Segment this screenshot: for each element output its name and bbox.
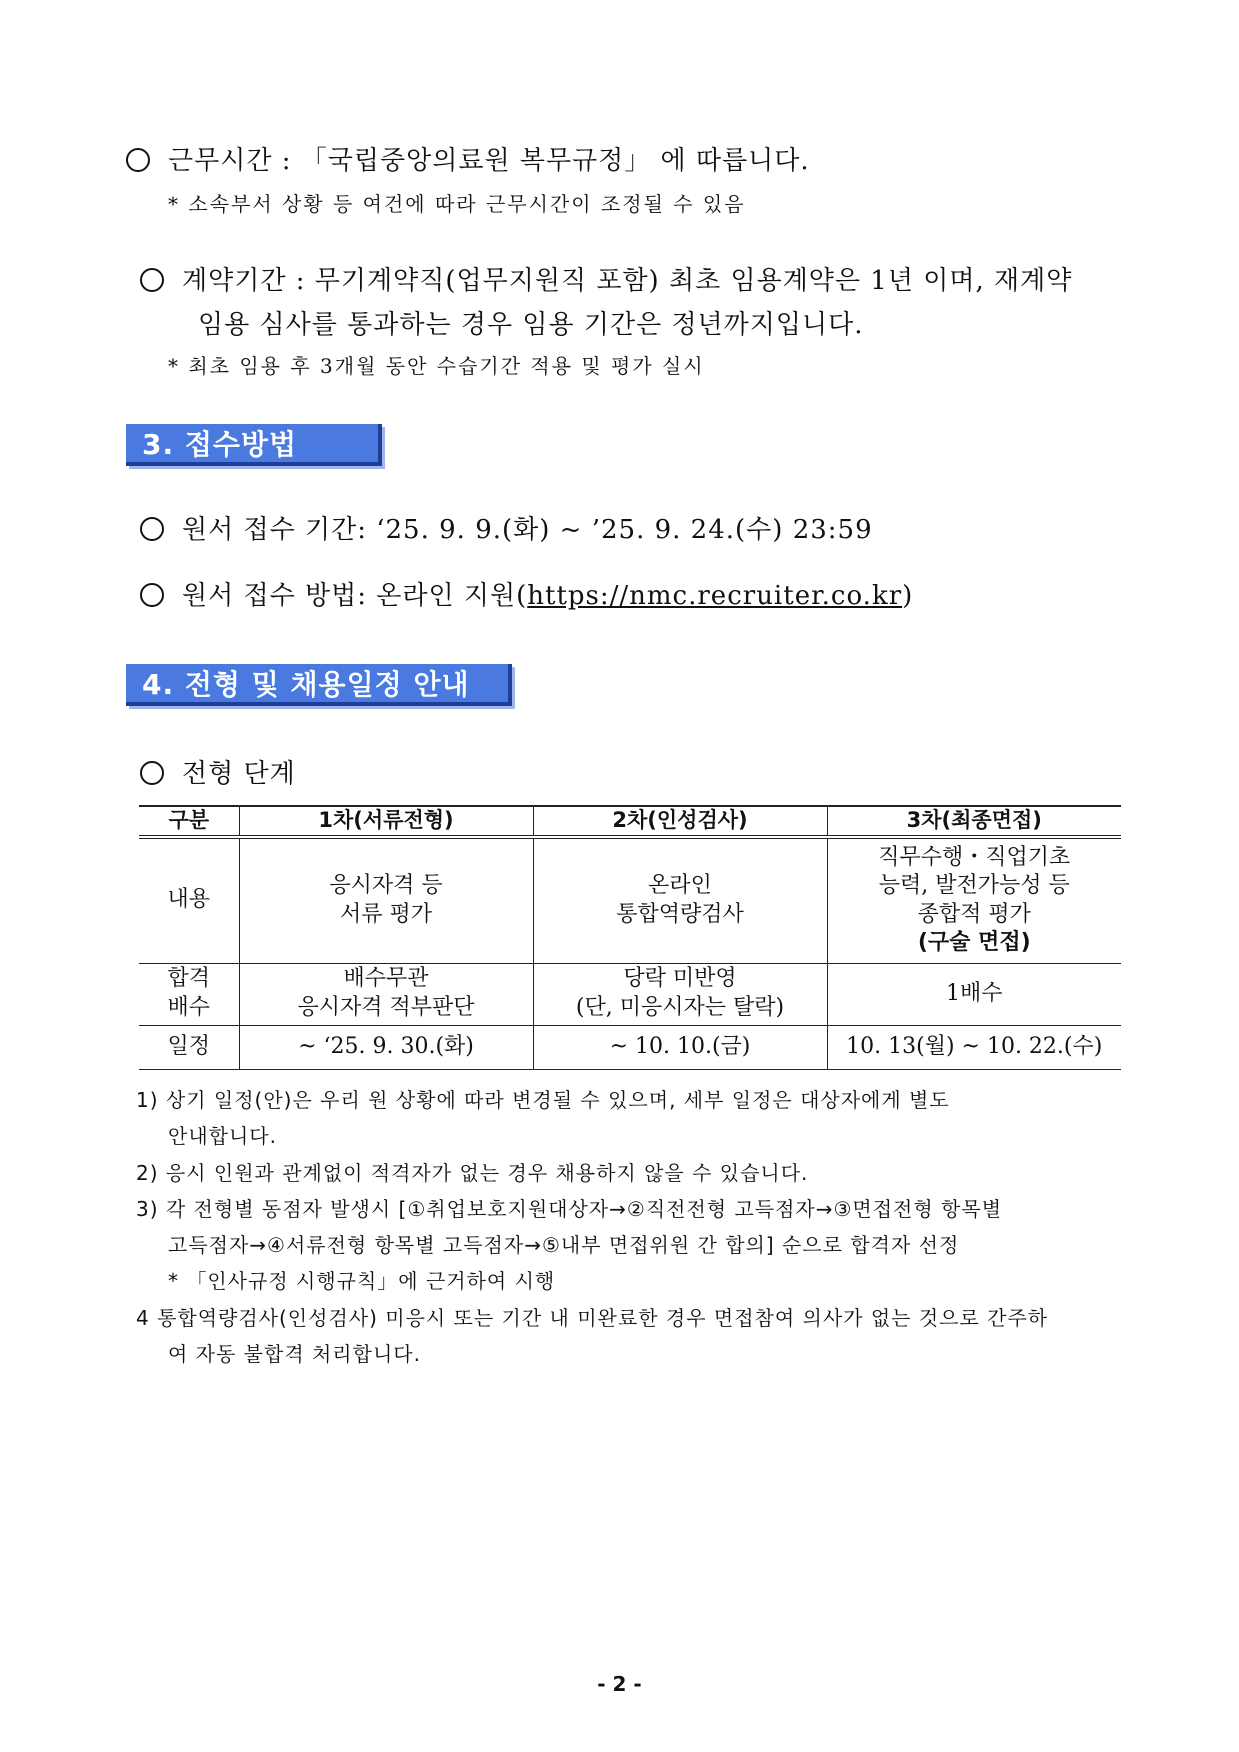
apply-period-item [140, 509, 873, 546]
work-hours-item [126, 140, 810, 177]
footnote-4-line2: 여 자동 불합격 처리합니다. [168, 1342, 421, 1366]
cell-line: 합격 [167, 966, 210, 992]
table-header-row [139, 806, 1121, 837]
cell-line: 능력, 발전가능성 등 [878, 873, 1070, 899]
cell-line: 배수 [167, 995, 210, 1020]
work-hours-text: 근무시간 : 「국립중앙의료원 복무규정」 에 따릅니다. [168, 146, 810, 176]
footnote-3-line1: 3) 각 전형별 동점자 발생시 [①취업보호지원대상자→②직전전형 고득점자→③면접전형 항목별 [136, 1197, 1003, 1221]
table-header-cell: 1차(서류전형) [239, 806, 533, 837]
cell-stage2-schedule: ~ 10. 10.(금) [533, 1025, 827, 1069]
cell-line: 서류 평가 [339, 901, 432, 927]
cell-stage3-multiple: 1배수 [827, 963, 1121, 1025]
recruit-site-link[interactable]: https://nmc.recruiter.co.kr [527, 581, 903, 611]
row-label-content: 내용 [139, 837, 239, 963]
circle-bullet-icon [140, 583, 164, 607]
apply-method-text: 원서 접수 방법: 온라인 지원( [182, 581, 528, 611]
apply-method-item [140, 575, 913, 612]
footnote-2: 2) 응시 인원과 관계없이 적격자가 없는 경우 채용하지 않을 수 있습니다. [136, 1161, 809, 1185]
cell-line: 당락 미반영 [623, 966, 737, 992]
section-3-heading: 3. 접수방법 [126, 424, 382, 466]
cell-stage2-content [533, 837, 827, 963]
cell-line: 온라인 [648, 873, 712, 899]
stage-item [140, 753, 296, 790]
table-row-content [139, 837, 1121, 963]
circle-bullet-icon [126, 148, 150, 172]
cell-line: 응시자격 적부판단 [297, 995, 475, 1020]
footnote-4-line1: 4 통합역량검사(인성검사) 미응시 또는 기간 내 미완료한 경우 면접참여 의사가 없는 것으로 간주하 [136, 1306, 1049, 1330]
footnote-3-line2: 고득점자→④서류전형 항목별 고득점자→⑤내부 면접위원 간 합의] 순으로 합격자 선정 [168, 1233, 960, 1257]
contract-note: * 최초 임용 후 3개월 동안 수습기간 적용 및 평가 실시 [168, 354, 705, 378]
schedule-table [139, 805, 1121, 1070]
cell-stage1-schedule: ~ ‘25. 9. 30.(화) [239, 1025, 533, 1069]
cell-stage1-multiple [239, 963, 533, 1025]
circle-bullet-icon [140, 268, 164, 292]
page-number: - 2 - [597, 1672, 642, 1696]
contract-text-line2: 임용 심사를 통과하는 경우 임용 기간은 정년까지입니다. [198, 310, 864, 340]
cell-line: 통합역량검사 [616, 901, 744, 927]
cell-stage3-schedule: 10. 13(월) ~ 10. 22.(수) [827, 1025, 1121, 1069]
cell-line: 직무수행・직업기초 [878, 844, 1071, 870]
contract-text-line1: 계약기간 : 무기계약직(업무지원직 포함) 최초 임용계약은 1년 이며, 재계약 [182, 266, 1073, 296]
apply-period-text: 원서 접수 기간: ‘25. 9. 9.(화) ~ ’25. 9. 24.(수) 23:59 [182, 515, 873, 545]
table-header-cell: 2차(인성검사) [533, 806, 827, 837]
section-4-heading: 4. 전형 및 채용일정 안내 [126, 664, 512, 706]
cell-line: 응시자격 등 [329, 873, 443, 899]
cell-line: 배수무관 [343, 966, 429, 992]
cell-stage1-content [239, 837, 533, 963]
row-label-schedule: 일정 [139, 1025, 239, 1069]
table-header-cell: 3차(최종면접) [827, 806, 1121, 837]
circle-bullet-icon [140, 517, 164, 541]
table-header-cell: 구분 [139, 806, 239, 837]
cell-line: 종합적 평가 [917, 901, 1031, 927]
work-hours-note: * 소속부서 상황 등 여건에 따라 근무시간이 조정될 수 있음 [168, 192, 746, 216]
table-row-schedule [139, 1025, 1121, 1069]
footnote-1-line2: 안내합니다. [168, 1124, 277, 1148]
footnote-3-note: * 「인사규정 시행규칙」에 근거하여 시행 [168, 1269, 556, 1293]
cell-stage2-multiple [533, 963, 827, 1025]
stage-label: 전형 단계 [182, 759, 296, 789]
apply-method-suffix: ) [902, 581, 914, 611]
footnote-1-line1: 1) 상기 일정(안)은 우리 원 상황에 따라 변경될 수 있으며, 세부 일정은 대상자에게 별도 [136, 1088, 950, 1112]
cell-line-emphasis: (구술 면접) [917, 930, 1031, 956]
contract-item [140, 260, 1072, 297]
cell-line: (단, 미응시자는 탈락) [575, 995, 785, 1020]
table-row-multiple [139, 963, 1121, 1025]
circle-bullet-icon [140, 761, 164, 785]
row-label-multiple [139, 963, 239, 1025]
cell-stage3-content [827, 837, 1121, 963]
